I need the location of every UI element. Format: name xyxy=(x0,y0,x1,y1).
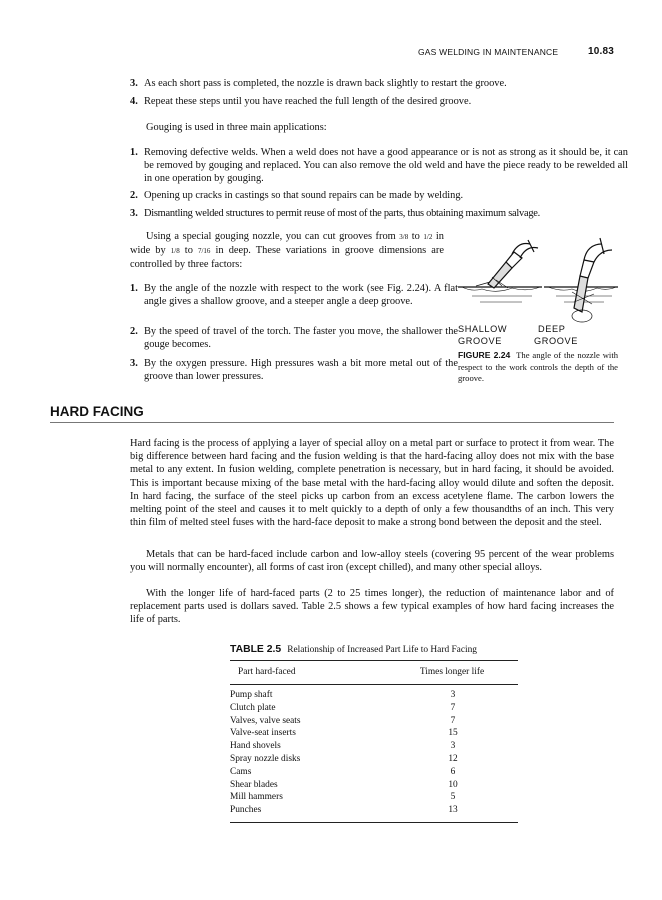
table-header-row xyxy=(230,667,518,680)
nozzle-paragraph: Using a special gouging nozzle, you can cut grooves from 3/8 to 1/2 in wide by 1/8 to 7/16 in deep. These variations in groove dimensions are controlled by three factors: xyxy=(130,231,445,271)
factor-text: By the angle of the nozzle with respect to the work (see Fig. 2.24). A flat angle gives a shallow groove, and a steeper angle a deep groove. xyxy=(144,283,458,308)
factor-text: By the speed of travel of the torch. The faster you move, the shallower the gouge becomes. xyxy=(144,326,458,351)
list-item xyxy=(130,146,628,186)
cell-part: Valve-seat inserts xyxy=(230,728,296,739)
step-number: 3. xyxy=(130,78,138,89)
factor-number: 1. xyxy=(130,283,138,294)
fraction: 1/8 xyxy=(170,247,180,256)
cell-part: Clutch plate xyxy=(230,702,276,713)
column-header: Times longer life xyxy=(419,667,485,677)
cell-times: 15 xyxy=(448,728,458,739)
column-header: Part hard-faced xyxy=(238,667,296,677)
table-header-rule xyxy=(230,684,518,685)
table-row xyxy=(230,780,518,793)
deep-torch-drawing xyxy=(544,238,618,322)
table-row xyxy=(230,767,518,780)
table-caption xyxy=(230,644,477,655)
label-shallow: SHALLOW xyxy=(458,324,508,334)
cell-part: Pump shaft xyxy=(230,690,273,700)
label-groove: GROOVE xyxy=(458,336,502,346)
running-title: GAS WELDING IN MAINTENANCE xyxy=(418,47,559,57)
body-paragraph: Metals that can be hard-faced include carbon and low-alloy steels (covering 95 percent of the wear problems you will normally encounter), all forms of cast iron (except chilled), and many other special alloys. xyxy=(130,549,614,574)
table-title: Relationship of Increased Part Life to Hard Facing xyxy=(287,645,477,655)
list-number: 3. xyxy=(130,208,138,219)
list-text: Removing defective welds. When a weld does not have a good appearance or is not as strong as it should be, it can be removed by gouging and replaced. You can also remove the old weld and have the piece ready to be rewelded all in one operation by gouging. xyxy=(144,147,628,185)
cell-times: 7 xyxy=(450,715,456,726)
cell-times: 6 xyxy=(450,766,456,777)
running-header xyxy=(418,47,558,57)
factor-item xyxy=(130,325,458,351)
cell-part: Shear blades xyxy=(230,779,278,790)
section-rule xyxy=(50,422,614,423)
list-number: 1. xyxy=(130,147,138,158)
list-item xyxy=(130,189,628,202)
cell-part: Punches xyxy=(230,805,262,816)
step-item xyxy=(130,95,628,108)
cell-part: Mill hammers xyxy=(230,792,283,803)
label-groove: GROOVE xyxy=(534,336,578,346)
factor-item xyxy=(130,357,458,383)
list-number: 2. xyxy=(130,190,138,201)
table-row xyxy=(230,703,518,716)
table-top-rule xyxy=(230,660,518,661)
cell-times: 3 xyxy=(450,690,456,700)
step-text: As each short pass is completed, the nozzle is drawn back slightly to restart the groove. xyxy=(144,78,507,89)
step-item xyxy=(130,77,628,90)
fraction: 7/16 xyxy=(197,247,211,256)
figure-nozzle-angles xyxy=(452,232,622,350)
fraction: 1/2 xyxy=(423,233,433,241)
table-row xyxy=(230,716,518,729)
body-paragraph: With the longer life of hard-faced parts (2 to 25 times longer), the reduction of maintenance labor and of replacement parts used is dollars saved. Table 2.5 shows a few typical examples of how hard facing increases the life of parts. xyxy=(130,588,614,626)
factor-item xyxy=(130,282,458,308)
figure-caption xyxy=(458,350,618,385)
table-row xyxy=(230,792,518,805)
step-number: 4. xyxy=(130,96,138,107)
list-text: Dismantling welded structures to permit reuse of most of the parts, thus obtaining maximum salvage. xyxy=(144,208,540,219)
cell-times: 5 xyxy=(450,792,456,803)
cell-part: Valves, valve seats xyxy=(230,715,301,726)
figure-caption-text: The angle of the nozzle with respect to the work controls the depth of the groove. xyxy=(458,350,618,384)
table-row xyxy=(230,741,518,754)
cell-times: 10 xyxy=(448,779,458,790)
table-row xyxy=(230,805,518,818)
cell-part: Cams xyxy=(230,766,252,777)
figure-caption-label: FIGURE 2.24 xyxy=(458,350,511,360)
table-row xyxy=(230,728,518,741)
table-label: TABLE 2.5 xyxy=(230,644,282,655)
page-number: 10.83 xyxy=(588,46,615,57)
cell-part: Spray nozzle disks xyxy=(230,754,301,764)
table-row xyxy=(230,754,518,767)
factor-number: 3. xyxy=(130,358,138,369)
list-text: Opening up cracks in castings so that sound repairs can be made by welding. xyxy=(144,190,464,201)
cell-part: Hand shovels xyxy=(230,741,281,752)
label-deep: DEEP xyxy=(538,324,566,334)
cell-times: 7 xyxy=(450,702,456,713)
table-bottom-rule xyxy=(230,822,518,823)
body-paragraph: Hard facing is the process of applying a layer of special alloy on a metal part or surface to protect it from wear. The big difference between hard facing and the fusion welding is that the hard-facing alloy does not mix with the base metal to any extent. In fusion welding, complete penetration is necessary, but in hard facing, it should be avoided. This is important because mixing of the base metal with the hard-facing alloy would dilute and soften the deposit. In hard facing, the surface of the steel picks up carbon from an excess acetylene flame. The carbon lowers the melting point of the steel and causes it to melt quickly to a depth of only a few thousandths of an inch. This very thin film of melted steel fuses with the hard-face deposit to make a strong bond between the deposit and the steel. xyxy=(130,438,614,529)
table-row xyxy=(230,690,518,703)
factor-text: By the oxygen pressure. High pressures wash a bit more metal out of the groove than lower pressures. xyxy=(144,358,458,383)
list-item xyxy=(130,207,634,220)
step-text: Repeat these steps until you have reached the full length of the desired groove. xyxy=(144,96,472,107)
gouging-intro: Gouging is used in three main applications: xyxy=(146,122,327,133)
factor-number: 2. xyxy=(130,326,138,337)
section-heading: HARD FACING xyxy=(50,404,144,419)
cell-times: 12 xyxy=(448,754,458,764)
cell-times: 13 xyxy=(448,805,458,816)
cell-times: 3 xyxy=(450,741,456,752)
fraction: 3/8 xyxy=(399,233,409,241)
shallow-torch-drawing xyxy=(458,240,542,302)
